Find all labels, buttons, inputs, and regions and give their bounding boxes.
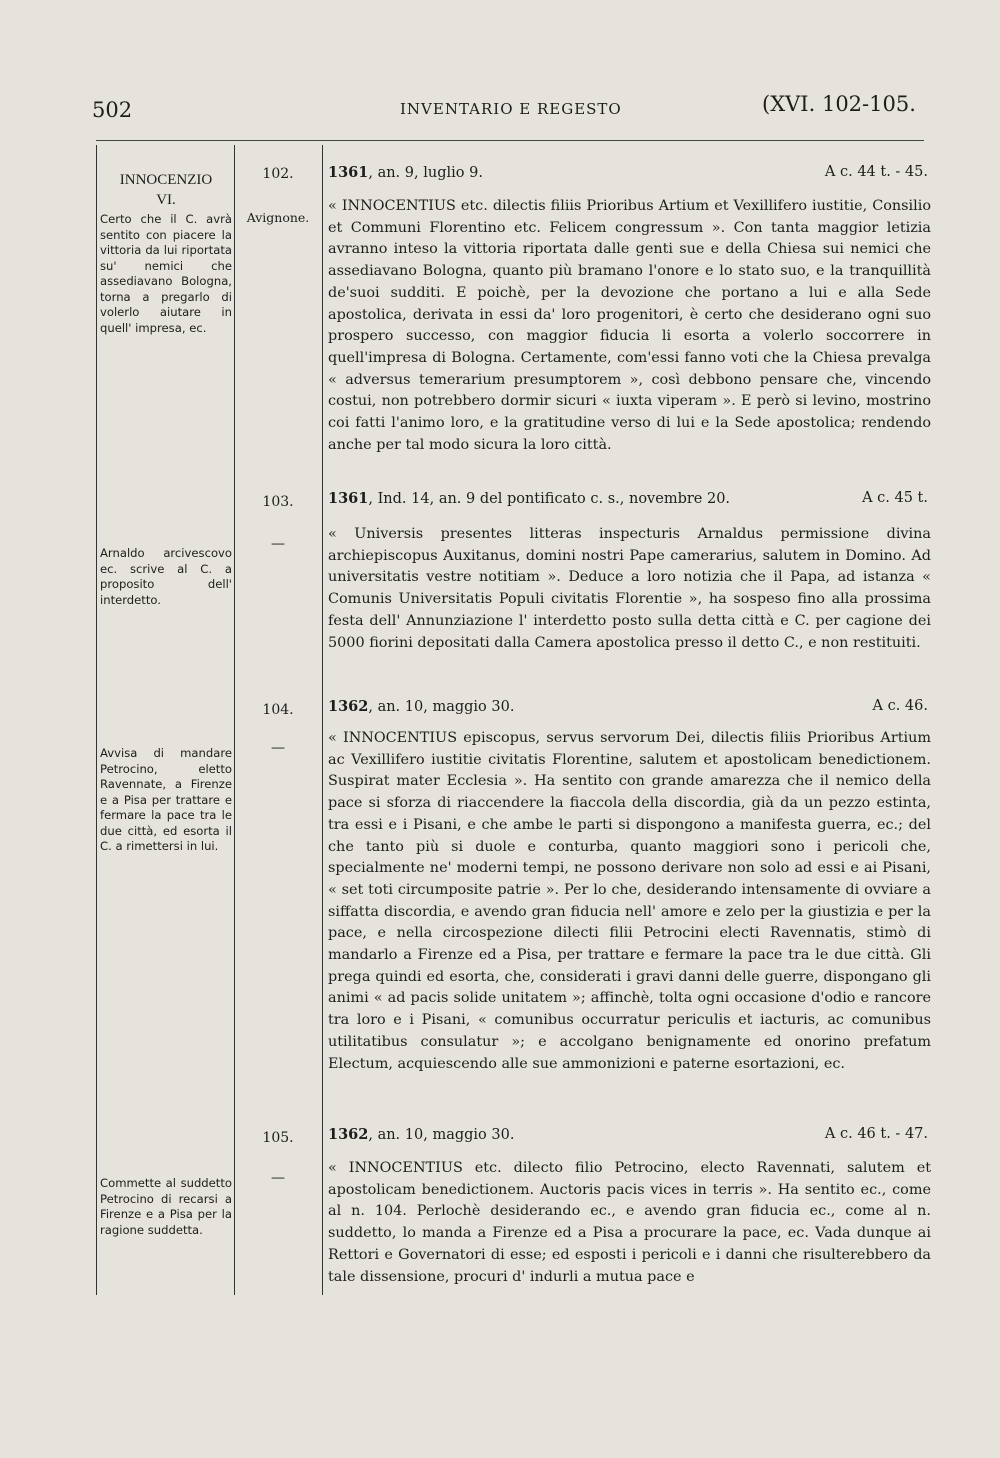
entry-number: 104. [262,702,294,718]
running-title: INVENTARIO E REGESTO [400,100,622,118]
entry-number: 105. [262,1130,294,1146]
entry-place: — [271,536,285,552]
entry-heading [328,490,928,507]
entry-year: 1361 [328,490,369,507]
entry-place: — [271,740,285,756]
entry-year: 1361 [328,164,369,181]
entry-place: Avignone. [246,210,310,225]
entry-summary: Avvisa di mandare Petrocino, eletto Ravennate, a Firenze e a Pisa per trattare e fermare la pace tra le due città, ed esorta il C. a rimettersi in lui. [100,746,232,853]
entry-summary: Certo che il C. avrà sentito con piacere la vittoria da lui riportata su' nemici che assediavano Bologna, torna a pregarlo di volerlo aiutare in quell' impresa, ec. [100,212,232,335]
entry-text: « Universis presentes litteras inspecturis Arnaldus permissione divina archiepiscopus Auxitanus, domini nostri Pape camerarius, salutem in Domino. Ad universitatis vestre notitiam ». Deduce a loro notizia che il Papa, ad istanza « Comunis Universitatis Populi civitatis Florentie », ha sospeso fino alla prossima festa dell' Annunziazione l' interdetto posto sulla detta città e C. per cagione dei 5000 fiorini depositati dalla Camera apostolica presso il detto C., e non restituiti. [328,526,931,651]
page-number: 502 [92,98,133,122]
entry-year: 1362 [328,698,369,715]
entry-archive-ref: A c. 46. [872,698,928,714]
entry-text: « INNOCENTIUS episcopus, servus servorum Dei, dilectis filiis Prioribus Artium ac Vexillifero iustitie civitatis Florentine, salutem et apostolicam benedictionem. Suspirat mater Ecclesia ». Ha sentito con grande amarezza che il nemico della pace si sforza di riaccendere la fiaccola della discordia, già da un pezzo estinta, tra essi e i Pisani, e che ambe le parti si dispongono a manifesta guerra, ec.; del che tanto più si duole e conturba, quanto maggiori sono i pericoli che, specialmente ne' moderni tempi, ne possono derivare non solo ad essi e ai Pisani, « set toti circumposite patrie ». Per lo che, desiderando intensamente di ovviare a siffatta discordia, e avendo gran fiducia nell' amore e zelo per la giustizia e per la pace, e nella circospezione dilecti filii Petrocini electi Ravennatis, stimò di mandarlo a Firenze ed a Pisa, per trattare e fermare la pace tra le due città. Gli prega quindi ed esorta, che, considerati i gravi danni delle guerre, dispongano gli animi « ad pacis solide unitatem »; affinchè, tolta ogni occasione d'odio e rancore tra loro e i Pisani, « comunibus occurratur periculis et iacturis, ac comunibus utilitatibus consulatur »; e accolgano benignamente ed onorino prefatum Electum, acquiescendo alle sue ammonizioni e paterne esortazioni, ec. [328,730,931,1072]
entry-summary: Commette al suddetto Petrocino di recarsi a Firenze e a Pisa per la ragione suddetta. [100,1176,232,1237]
entry-heading [328,1126,928,1143]
entry-heading [328,698,928,715]
header-rule [96,140,924,141]
entry-number: 103. [262,494,294,510]
entry-text: « INNOCENTIUS etc. dilecto filio Petrocino, electo Ravennati, salutem et apostolicam benedictionem. Auctoris pacis vices in terris ». Ha sentito ec., come al n. 104. Perlochè desiderando ec., e avendo gran fiducia ec., come al n. suddetto, lo manda a Firenze ed a Pisa a procurare la pace, ec. Vada dunque ai Rettori e Governatori di esse; ed esposti i pericoli e i danni che risulterebbero da tale dissensione, procuri d' indurli a mutua pace e [328,1160,931,1285]
entry-year: 1362 [328,1126,369,1143]
column-rule-number [322,145,323,1295]
entry-date: , Ind. 14, an. 9 del pontificato c. s., novembre 20. [368,491,731,507]
section-reference: (XVI. 102-105. [762,92,916,116]
pope-number: VI. [156,192,176,208]
pope-name: INNOCENZIO [119,172,213,188]
entry-archive-ref: A c. 44 t. - 45. [824,164,928,180]
entry-number: 102. [262,166,294,182]
entry-place: — [271,1170,285,1186]
entry-date: , an. 10, maggio 30. [368,699,515,715]
entry-date: , an. 10, maggio 30. [368,1127,515,1143]
column-rule-summary [234,145,235,1295]
column-rule-left [96,145,97,1295]
entry-archive-ref: A c. 46 t. - 47. [824,1126,928,1142]
entry-text: « INNOCENTIUS etc. dilectis filiis Prioribus Artium et Vexillifero iustitie, Consilio et Communi Florentino etc. Felicem congressum ». Con tanta maggior letizia avranno inteso la vittoria riportata dalle genti sue e della Chiesa sui nemici che assediavano Bologna, quanto più bramano l'onore e lo stato suo, e la tranquillità de'suoi sudditi. E poichè, per la devozione che portano a lui e alla Sede apostolica, derivata in essi da' loro progenitori, è certo che desiderano ogni suo prospero successo, con maggior fiducia li esorta a volerlo soccorrere in quell'impresa di Bologna. Certamente, com'essi fanno voti che la Chiesa prevalga « adversus temerarium presumptorem », così debbono pensare che, vincendo costui, non potrebbero dormir sicuri « iuxta viperam ». E però si levino, mostrino coi fatti l'animo loro, e la gratitudine verso di lui e la Sede apostolica; rendendo anche per tal modo sicura la loro città. [328,198,931,453]
entry-archive-ref: A c. 45 t. [862,490,928,506]
entry-heading [328,164,928,181]
pope-heading [100,170,232,210]
entry-date: , an. 9, luglio 9. [368,165,483,181]
page-header [0,92,1000,132]
entry-summary: Arnaldo arcivescovo ec. scrive al C. a proposito dell' interdetto. [100,546,232,607]
